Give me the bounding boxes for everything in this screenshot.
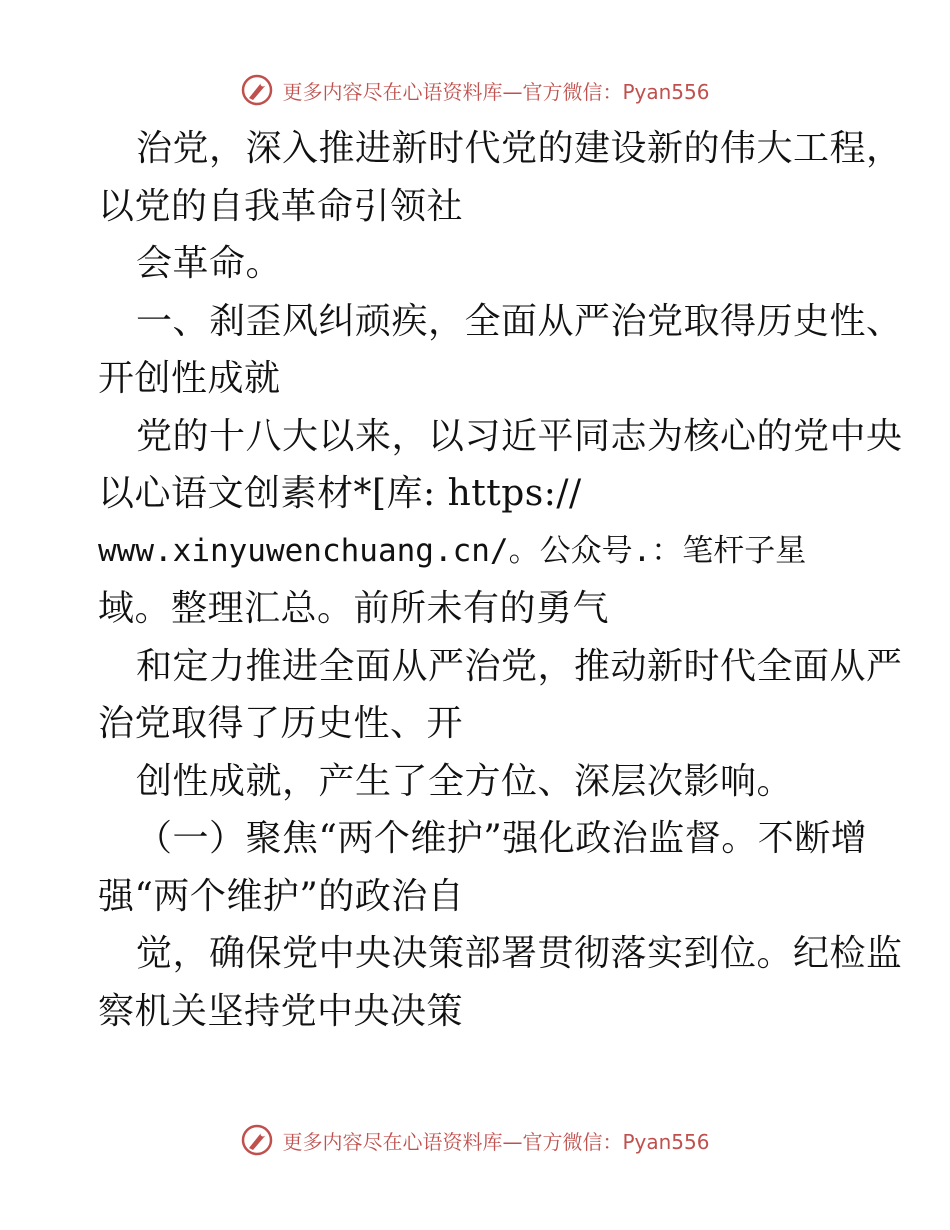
pen-nib-logo-icon — [240, 1123, 274, 1157]
text-line: 会革命。 — [136, 243, 283, 284]
text-line: 以心语文创素材*[库: https:// — [98, 473, 582, 514]
text-line: 治党，深入推进新时代党的建设新的伟大工程， — [136, 128, 903, 169]
text-line: 和定力推进全面从严治党，推动新时代全面从严 — [136, 645, 903, 687]
text-line: 域。整理汇总。前所未有的勇气 — [98, 588, 610, 629]
header-watermark-banner — [0, 70, 950, 110]
pen-nib-logo-icon — [240, 73, 274, 107]
url-text-line: www.xinyuwenchuang.cn/。公众号.：笔杆子星 — [98, 532, 807, 569]
text-line: 党的十八大以来，以习近平同志为核心的党中央 — [136, 415, 903, 457]
footer-watermark-banner — [0, 1120, 950, 1160]
footer-watermark-text: 更多内容尽在心语资料库—官方微信：Pyan556 — [282, 1129, 710, 1154]
text-line: 觉，确保党中央决策部署贯彻落实到位。纪检监 — [136, 933, 903, 974]
text-line: 创性成就，产生了全方位、深层次影响。 — [136, 760, 794, 802]
section-heading-line: 一、刹歪风纠顽疾，全面从严治党取得历史性、 — [136, 300, 903, 342]
subsection-heading-line: （一）聚焦“两个维护”强化政治监督。不断增 — [136, 818, 868, 859]
section-heading-line: 开创性成就 — [98, 358, 281, 399]
document-body — [98, 120, 903, 1040]
text-line: 强“两个维护”的政治自 — [98, 875, 465, 917]
text-line: 治党取得了历史性、开 — [98, 703, 464, 744]
text-line: 察机关坚持党中央决策 — [98, 990, 464, 1032]
text-line: 以党的自我革命引领社 — [98, 185, 464, 227]
header-watermark-text: 更多内容尽在心语资料库—官方微信：Pyan556 — [282, 79, 710, 104]
